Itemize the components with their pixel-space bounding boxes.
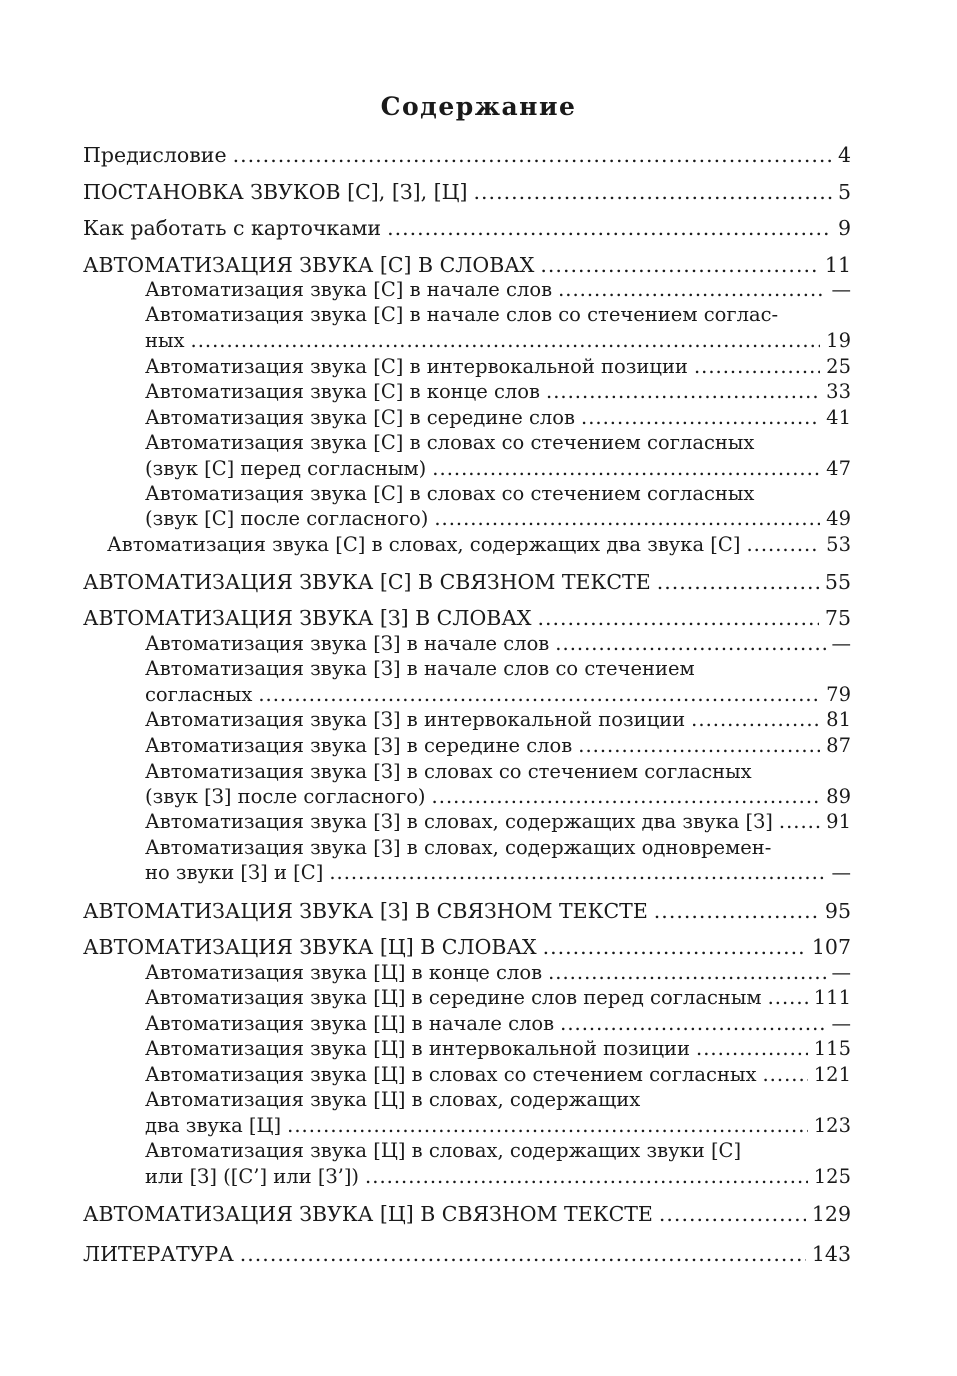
toc-entry-title: АВТОМАТИЗАЦИЯ ЗВУКА [Ц] В СЛОВАХ: [83, 935, 537, 959]
toc-entry-page: 4: [837, 143, 851, 167]
toc-subentry[interactable]: [145, 1062, 851, 1088]
toc-entry[interactable]: [83, 215, 851, 241]
toc-leader: [696, 1036, 808, 1062]
toc-subentry[interactable]: [145, 809, 851, 835]
toc-entry-page: 33: [826, 380, 851, 403]
toc-entry-page: 115: [813, 1037, 851, 1060]
toc-entry-page: —: [831, 961, 851, 984]
toc-entry-page: 125: [813, 1165, 851, 1188]
toc-entry-title: Автоматизация звука [Ц] в начале слов: [145, 1012, 555, 1035]
toc-entry-page: 53: [826, 533, 851, 556]
toc-leader: [543, 934, 806, 960]
toc-subentry[interactable]: [145, 328, 851, 354]
toc-entry-page: 107: [811, 935, 851, 959]
toc-entry-title: Автоматизация звука [Ц] в интервокальной позиции: [145, 1037, 691, 1060]
toc-leader: [578, 733, 820, 759]
toc-entry[interactable]: [83, 569, 851, 595]
toc-entry-title-cont: но звуки [З] и [С]: [145, 861, 324, 884]
toc-subentry-first-line[interactable]: Автоматизация звука [С] в словах со стечением согласных: [145, 482, 755, 505]
toc-entry-title: АВТОМАТИЗАЦИЯ ЗВУКА [С] В СЛОВАХ: [83, 253, 535, 277]
toc-entry-page: 111: [813, 986, 851, 1009]
toc-entry-page: 75: [824, 606, 851, 630]
toc-entry-title: Как работать с карточками: [83, 216, 382, 240]
toc-subentry[interactable]: [145, 379, 851, 405]
toc-entry-title: Автоматизация звука [Ц] в конце слов: [145, 961, 543, 984]
toc-entry-title: ЛИТЕРАТУРА: [83, 1242, 234, 1266]
toc-entry-page: 95: [824, 899, 851, 923]
toc-subentry[interactable]: [145, 405, 851, 431]
toc-leader: [387, 215, 832, 241]
toc-entry-page: 5: [837, 180, 851, 204]
toc-entry-title: Автоматизация звука [С] в интервокальной позиции: [145, 355, 688, 378]
toc-entry-page: 89: [826, 785, 851, 808]
toc-leader: [657, 569, 819, 595]
toc-subentry-first-line[interactable]: Автоматизация звука [З] в начале слов со стечением: [145, 657, 695, 680]
toc-leader: [432, 784, 821, 810]
toc-entry-title: Автоматизация звука [С] в середине слов: [145, 406, 576, 429]
toc-entry-page: 55: [824, 570, 851, 594]
toc-leader: [654, 898, 819, 924]
toc-entry-title: Автоматизация звука [С] в словах, содержащих два звука [С]: [107, 533, 741, 556]
toc-entry-title: АВТОМАТИЗАЦИЯ ЗВУКА [З] В СЛОВАХ: [83, 606, 532, 630]
toc-entry-title-cont: согласных: [145, 683, 253, 706]
toc-entry-title: Автоматизация звука [З] в интервокальной позиции: [145, 708, 686, 731]
toc-entry-title-cont: (звук [С] после согласного): [145, 507, 429, 530]
toc-entry-page: 87: [826, 734, 851, 757]
toc-entry-page: —: [831, 1012, 851, 1035]
toc-entry-page: 49: [826, 507, 851, 530]
toc-subentry[interactable]: [145, 506, 851, 532]
toc-entry-page: 123: [813, 1114, 851, 1137]
toc-entry[interactable]: [83, 1201, 851, 1227]
toc-leader: [659, 1201, 806, 1227]
toc-leader: [768, 985, 808, 1011]
toc-leader: [746, 532, 820, 558]
toc-entry-page: 25: [826, 355, 851, 378]
toc-subentry-first-line[interactable]: Автоматизация звука [З] в словах, содержащих одновремен-: [145, 836, 772, 859]
toc-leader: [540, 252, 819, 278]
toc-entry[interactable]: [83, 142, 851, 168]
toc-subentry[interactable]: [145, 1113, 851, 1139]
toc-entry-page: 129: [811, 1202, 851, 1226]
toc-entry-page: 19: [826, 329, 851, 352]
toc-subentry[interactable]: [145, 985, 851, 1011]
toc-entry-page: 91: [826, 810, 851, 833]
toc-leader: [329, 860, 825, 886]
toc-leader: [474, 179, 832, 205]
toc-leader: [191, 328, 821, 354]
toc-entry-title: АВТОМАТИЗАЦИЯ ЗВУКА [З] В СВЯЗНОМ ТЕКСТЕ: [83, 899, 648, 923]
toc-leader: [365, 1164, 808, 1190]
toc-leader: [691, 707, 820, 733]
toc-leader: [548, 960, 825, 986]
toc-entry[interactable]: [83, 898, 851, 924]
toc-leader: [560, 1011, 825, 1037]
toc-subentry[interactable]: [145, 860, 851, 886]
page-title: Содержание: [380, 92, 577, 121]
toc-entry[interactable]: [83, 179, 851, 205]
toc-entry-title-cont: (звук [С] перед согласным): [145, 457, 427, 480]
toc-subentry[interactable]: [145, 733, 851, 759]
toc-subentry[interactable]: [107, 532, 851, 558]
toc-entry-title: Автоматизация звука [З] в середине слов: [145, 734, 573, 757]
toc-leader: [233, 142, 832, 168]
toc-entry-title: Автоматизация звука [С] в начале слов: [145, 278, 553, 301]
toc-entry[interactable]: [83, 252, 851, 278]
toc-subentry[interactable]: [145, 1036, 851, 1062]
toc-entry-title: Автоматизация звука [Ц] в словах со стечением согласных: [145, 1063, 757, 1086]
toc-entry[interactable]: [83, 605, 851, 631]
toc-leader: [581, 405, 820, 431]
toc-entry-title: АВТОМАТИЗАЦИЯ ЗВУКА [С] В СВЯЗНОМ ТЕКСТЕ: [83, 570, 651, 594]
toc-entry[interactable]: [83, 934, 851, 960]
toc-subentry-first-line[interactable]: Автоматизация звука [З] в словах со стечением согласных: [145, 760, 752, 783]
toc-subentry[interactable]: [145, 960, 851, 986]
toc-entry-title: ПОСТАНОВКА ЗВУКОВ [С], [З], [Ц]: [83, 180, 468, 204]
toc-subentry[interactable]: [145, 354, 851, 380]
toc-entry-page: —: [831, 632, 851, 655]
toc-entry-page: 79: [826, 683, 851, 706]
toc-entry-page: 81: [826, 708, 851, 731]
toc-entry-page: 41: [826, 406, 851, 429]
toc-entry-page: 47: [826, 457, 851, 480]
toc-subentry[interactable]: [145, 456, 851, 482]
toc-entry-page: 121: [813, 1063, 851, 1086]
toc-entry-page: 9: [837, 216, 851, 240]
toc-leader: [694, 354, 820, 380]
toc-leader: [432, 456, 820, 482]
toc-leader: [555, 631, 825, 657]
toc-entry[interactable]: [83, 1241, 851, 1267]
toc-subentry[interactable]: [145, 631, 851, 657]
toc-entry-title-cont: или [З] ([С’] или [З’]): [145, 1165, 360, 1188]
toc-subentry-first-line[interactable]: Автоматизация звука [С] в начале слов со стечением соглас-: [145, 303, 779, 326]
toc-leader: [287, 1113, 808, 1139]
toc-leader: [779, 809, 820, 835]
toc-subentry[interactable]: [145, 1011, 851, 1037]
toc-subentry[interactable]: [145, 707, 851, 733]
toc-entry-page: —: [831, 278, 851, 301]
toc-entry-title: Автоматизация звука [Ц] в середине слов перед согласным: [145, 986, 762, 1009]
toc-leader: [240, 1241, 806, 1267]
toc-subentry[interactable]: [145, 277, 851, 303]
toc-entry-page: 11: [824, 253, 851, 277]
toc-entry-title-cont: два звука [Ц]: [145, 1114, 282, 1137]
toc-entry-title: АВТОМАТИЗАЦИЯ ЗВУКА [Ц] В СВЯЗНОМ ТЕКСТЕ: [83, 1202, 653, 1226]
toc-leader: [258, 682, 820, 708]
toc-subentry-first-line[interactable]: Автоматизация звука [Ц] в словах, содержащих звуки [С]: [145, 1139, 742, 1162]
toc-entry-title-cont: ных: [145, 329, 185, 352]
toc-leader: [546, 379, 820, 405]
toc-subentry[interactable]: [145, 1164, 851, 1190]
toc-subentry-first-line[interactable]: Автоматизация звука [Ц] в словах, содержащих: [145, 1088, 641, 1111]
toc-leader: [537, 605, 818, 631]
toc-subentry-first-line[interactable]: Автоматизация звука [С] в словах со стечением согласных: [145, 431, 755, 454]
toc-entry-title: Предисловие: [83, 143, 227, 167]
toc-entry-title: Автоматизация звука [С] в конце слов: [145, 380, 540, 403]
toc-leader: [434, 506, 820, 532]
toc-entry-page: 143: [811, 1242, 851, 1266]
toc-entry-title: Автоматизация звука [З] в начале слов: [145, 632, 550, 655]
toc-leader: [762, 1062, 807, 1088]
toc-entry-page: —: [831, 861, 851, 884]
toc-subentry[interactable]: [145, 682, 851, 708]
toc-entry-title-cont: (звук [З] после согласного): [145, 785, 426, 808]
toc-leader: [558, 277, 825, 303]
toc-subentry[interactable]: [145, 784, 851, 810]
toc-entry-title: Автоматизация звука [З] в словах, содержащих два звука [З]: [145, 810, 773, 833]
